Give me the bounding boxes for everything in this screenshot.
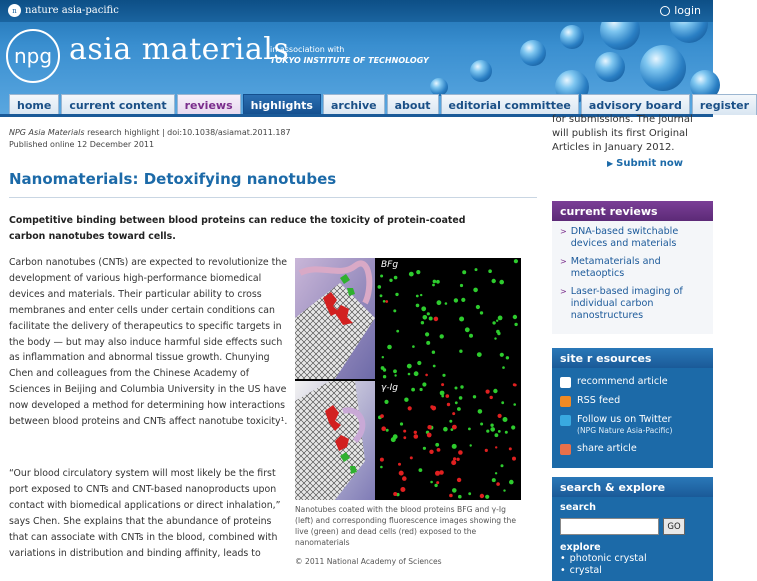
tab-home[interactable]: home — [9, 94, 59, 115]
cell-dot — [427, 425, 431, 429]
figure-caption: Nanotubes coated with the blood proteins BFG and γ-Ig (left) and corresponding fluorescence images showing the live (green) and dead cells (red) exposed to the nanomaterials — [295, 505, 517, 547]
cell-dot — [498, 316, 503, 321]
fluorescence-image-bottom — [377, 381, 521, 500]
cell-dot — [498, 430, 501, 433]
cell-dot — [454, 298, 458, 302]
cell-dot — [443, 427, 448, 432]
rss-feed-label: RSS feed — [577, 395, 621, 406]
cell-dot — [411, 388, 415, 392]
cell-dot — [394, 276, 398, 280]
twitter-sublabel: (NPG Nature Asia-Pacific) — [577, 426, 673, 435]
cell-dot — [412, 345, 415, 348]
cell-dot — [421, 306, 426, 311]
cell-dot — [378, 285, 382, 289]
figure-panel-bfg-model — [295, 258, 375, 379]
figure-panel-bfg-fluorescence — [377, 258, 521, 379]
cell-dot — [461, 298, 465, 302]
cell-dot — [433, 280, 437, 284]
cell-dot — [400, 487, 405, 492]
article-figure[interactable] — [295, 258, 521, 500]
cell-dot — [396, 330, 399, 333]
cell-dot — [449, 494, 453, 498]
search-explore-box — [552, 477, 713, 581]
cell-dot — [380, 414, 384, 418]
cell-dot — [402, 476, 407, 481]
current-reviews-heading: current reviews — [552, 201, 713, 221]
article-standfirst: Competitive binding between blood proteins can reduce the toxicity of protein-coated carbon nanotubes toward cells. — [9, 215, 466, 242]
review-link-label: Metamaterials and metaoptics — [570, 256, 661, 279]
cell-dot — [506, 356, 509, 359]
cell-dot — [445, 302, 448, 305]
cell-dot — [480, 423, 483, 426]
search-row — [560, 518, 707, 535]
tab-archive[interactable]: archive — [323, 94, 385, 115]
tab-about[interactable]: about — [387, 94, 439, 115]
cell-dot — [436, 280, 440, 284]
cell-dot — [380, 275, 383, 278]
recommend-article-link[interactable] — [560, 376, 707, 388]
cell-dot — [417, 361, 421, 365]
recommend-article-label: recommend article — [577, 376, 668, 387]
cell-dot — [398, 463, 401, 466]
cell-dot — [503, 417, 508, 422]
cell-dot — [394, 374, 396, 376]
published-date: Published online 12 December 2011 — [9, 140, 155, 149]
explore-link[interactable] — [560, 553, 707, 565]
cell-dot — [403, 436, 406, 439]
panel-label-bfg: BFg — [381, 260, 399, 270]
cell-dot — [380, 466, 383, 469]
cell-dot — [447, 403, 450, 406]
cell-dot — [459, 317, 464, 322]
explore-label: explore — [560, 542, 601, 553]
cell-dot — [381, 366, 385, 370]
cell-dot — [492, 321, 495, 324]
cell-dot — [468, 492, 471, 495]
cell-dot — [501, 401, 504, 404]
cell-dot — [384, 400, 388, 404]
explore-link[interactable] — [560, 565, 707, 577]
cell-dot — [492, 478, 496, 482]
cell-dot — [470, 444, 472, 446]
cell-dot — [440, 391, 445, 396]
cell-dot — [442, 374, 445, 377]
cell-dot — [414, 431, 417, 434]
login-label: login — [674, 4, 701, 17]
cell-dot — [385, 300, 388, 303]
cell-dot — [393, 492, 397, 496]
cell-dot — [436, 481, 439, 484]
cell-dot — [512, 457, 516, 461]
bullet-icon: • — [560, 553, 566, 564]
cell-dot — [403, 430, 406, 433]
search-label: search — [560, 502, 596, 513]
share-article-label: share article — [577, 443, 637, 454]
submission-notice: for submissions. The journal will publish its first Original Articles in January 2012. — [552, 114, 693, 153]
npg-logo[interactable]: npg — [6, 29, 60, 83]
cell-dot — [498, 414, 502, 418]
search-input[interactable] — [560, 518, 659, 535]
cell-dot — [480, 311, 483, 314]
nature-logo-icon: n — [8, 4, 21, 17]
brand-link[interactable] — [8, 4, 119, 17]
cell-dot — [423, 447, 426, 450]
cell-dot — [490, 427, 495, 432]
current-reviews-list — [552, 221, 713, 334]
twitter-label: Follow us on Twitter — [577, 414, 672, 425]
cell-dot — [476, 305, 480, 309]
association-note — [270, 44, 429, 66]
site-resources-heading: site r esources — [552, 348, 713, 368]
cell-dot — [490, 424, 493, 427]
cell-dot — [495, 446, 497, 448]
review-link[interactable] — [560, 286, 707, 322]
cell-dot — [423, 315, 428, 320]
decor-sphere — [470, 60, 492, 82]
cell-dot — [404, 398, 408, 402]
tab-register[interactable]: register — [692, 94, 757, 115]
cell-dot — [457, 407, 461, 411]
citation-doi: research highlight | doi:10.1038/asiamat.2011.187 — [84, 128, 291, 137]
association-partner: TOKYO INSTITUTE OF TECHNOLOGY — [270, 56, 429, 65]
decor-sphere — [640, 45, 686, 91]
cell-dot — [395, 293, 398, 296]
cell-dot — [486, 430, 489, 433]
cell-dot — [420, 388, 423, 391]
cell-dot — [382, 356, 384, 358]
explore-link-label: crystal — [569, 565, 602, 576]
cell-dot — [451, 460, 456, 465]
cell-dot — [496, 482, 500, 486]
chevron-right-icon: > — [560, 287, 567, 296]
main-nav — [9, 94, 757, 115]
user-icon — [660, 6, 670, 16]
cell-dot — [473, 288, 478, 293]
chevron-right-icon: > — [560, 227, 567, 236]
cell-dot — [383, 375, 386, 378]
cell-dot — [513, 315, 517, 319]
bullet-icon: • — [560, 565, 566, 576]
cell-dot — [429, 317, 433, 321]
cell-dot — [509, 480, 514, 485]
cell-dot — [452, 444, 457, 449]
cell-dot — [410, 456, 413, 459]
recommend-icon — [560, 377, 571, 388]
cell-dot — [386, 429, 389, 432]
cell-dot — [509, 447, 512, 450]
cell-dot — [513, 403, 516, 406]
cell-dot — [495, 472, 497, 474]
cell-dot — [452, 488, 457, 493]
cell-dot — [425, 374, 428, 377]
cell-dot — [393, 369, 397, 373]
article-paragraph: “Our blood circulatory system will most likely be the first port exposed to CNTs and CNT-based nanoproducts upon contact with biomedical applications or direct inhalation,” says Chen. She explains that the abundance of proteins that can associate with CNTs in the blood, combined with variations in distribution and binding affinity, leads to — [9, 468, 281, 559]
search-explore-body — [552, 497, 713, 581]
cell-dot — [480, 494, 484, 498]
cell-dot — [437, 448, 441, 452]
login-link[interactable] — [660, 4, 701, 17]
cell-dot — [430, 481, 433, 484]
cell-dot — [492, 279, 496, 283]
cell-dot — [383, 300, 386, 303]
decor-sphere — [560, 25, 584, 49]
cell-dot — [408, 373, 411, 376]
cell-dot — [416, 304, 420, 308]
cell-dot — [485, 449, 488, 452]
cell-dot — [380, 458, 384, 462]
cell-dot — [514, 259, 518, 263]
twitter-link[interactable] — [560, 414, 707, 436]
cell-dot — [421, 321, 424, 324]
cell-dot — [486, 390, 490, 394]
article-paragraph: Carbon nanotubes (CNTs) are expected to revolutionize the development of various high-performance biomedical devices and materials. Their particular ability to cross membranes and enter cells under certain conditions can facilitate the delivery of therapeutics to specific targets in the body — but may also induce harmful side effects such as inflammation and abnormal tissue growth. Chunying Chen and colleagues from the Chinese Academy of Sciences in Beijing and Columbia University in the US have now developed a method for determining how interactions between blood proteins and CNTs affect nanotube toxicity¹. — [9, 257, 288, 428]
cell-dot — [409, 272, 414, 277]
tab-current-content[interactable]: current content — [61, 94, 174, 115]
figure-copyright: © 2011 National Academy of Sciences — [295, 557, 442, 566]
cell-dot — [416, 295, 419, 298]
cell-dot — [425, 332, 429, 336]
nanotube-igg-illustration — [295, 381, 375, 500]
cell-dot — [432, 351, 435, 354]
cell-dot — [432, 284, 435, 287]
cell-dot — [414, 434, 419, 439]
cell-dot — [478, 409, 483, 414]
article-citation — [9, 127, 339, 151]
current-reviews-box — [552, 201, 713, 334]
tab-reviews[interactable]: reviews — [177, 94, 241, 115]
submit-now-label: Submit now — [616, 158, 683, 169]
cell-dot — [407, 364, 412, 369]
cell-dot — [511, 425, 515, 429]
figure-panel-igg-model — [295, 381, 375, 500]
cell-dot — [453, 457, 456, 460]
tab-editorial-committee[interactable]: editorial committee — [441, 94, 579, 115]
go-button[interactable]: GO — [663, 518, 685, 535]
site-resources-box — [552, 348, 713, 468]
site-resources-list — [552, 368, 713, 468]
twitter-icon — [560, 415, 571, 426]
twitter-text — [577, 414, 672, 436]
cell-dot — [455, 401, 458, 404]
cell-dot — [452, 425, 457, 430]
cell-dot — [494, 337, 496, 339]
cell-dot — [420, 294, 422, 296]
explore-link-label: photonic crystal — [569, 553, 647, 564]
article-title: Nanomaterials: Detoxifying nanotubes — [9, 170, 337, 188]
cell-dot — [440, 334, 444, 338]
cell-dot — [449, 420, 452, 423]
cell-dot — [426, 341, 430, 345]
cell-dot — [488, 269, 492, 273]
cell-dot — [393, 434, 398, 439]
cell-dot — [493, 389, 497, 393]
cell-dot — [439, 470, 444, 475]
site-title[interactable]: asia materials — [69, 32, 290, 67]
association-line: in association with — [270, 45, 345, 54]
cell-dot — [503, 489, 505, 491]
review-link[interactable] — [560, 226, 707, 250]
decor-sphere — [520, 40, 546, 66]
review-link[interactable] — [560, 256, 707, 280]
cell-dot — [429, 450, 433, 454]
cell-dot — [465, 327, 470, 332]
cell-dot — [457, 478, 461, 482]
cell-dot — [477, 352, 482, 357]
cell-dot — [400, 422, 403, 425]
cell-dot — [399, 471, 404, 476]
cell-dot — [393, 309, 396, 312]
figure-panel-igg-fluorescence — [377, 381, 521, 500]
fluorescence-image-top — [377, 258, 521, 379]
search-explore-heading: search & explore — [552, 477, 713, 497]
cell-dot — [416, 270, 420, 274]
cell-dot — [475, 268, 478, 271]
cell-dot — [459, 396, 463, 400]
cell-dot — [458, 450, 463, 455]
cell-dot — [408, 406, 412, 410]
nanotube-bfg-illustration — [295, 258, 375, 379]
cell-dot — [495, 433, 499, 437]
cell-dot — [381, 426, 386, 431]
cell-dot — [434, 317, 439, 322]
share-article-link[interactable] — [560, 443, 707, 455]
submit-now-link[interactable] — [607, 158, 683, 169]
cell-dot — [458, 495, 462, 499]
review-link-label: DNA-based switchable devices and materials — [570, 226, 679, 249]
cell-dot — [433, 365, 436, 368]
cell-dot — [459, 350, 462, 353]
cell-dot — [387, 345, 392, 350]
rss-icon — [560, 396, 571, 407]
tab-highlights[interactable]: highlights — [243, 94, 321, 115]
cell-dot — [427, 312, 430, 315]
journal-name: NPG Asia Materials — [9, 128, 85, 137]
cell-dot — [435, 443, 439, 447]
cell-dot — [455, 387, 458, 390]
cell-dot — [456, 458, 459, 461]
decor-sphere — [595, 52, 625, 82]
cell-dot — [419, 468, 423, 472]
cell-dot — [502, 366, 505, 369]
cell-dot — [435, 471, 440, 476]
cell-dot — [500, 353, 504, 357]
brand-label: nature asia-pacific — [25, 5, 119, 16]
cell-dot — [380, 294, 383, 297]
chevron-right-icon: > — [560, 257, 567, 266]
cell-dot — [497, 332, 500, 335]
cell-dot — [427, 433, 432, 438]
cell-dot — [460, 284, 463, 287]
triangle-right-icon: ▶ — [607, 159, 614, 168]
cell-dot — [441, 383, 444, 386]
cell-dot — [460, 385, 463, 388]
cell-dot — [441, 395, 444, 398]
cell-dot — [389, 279, 392, 282]
cell-dot — [462, 270, 466, 274]
cell-dot — [513, 383, 516, 386]
cell-dot — [505, 431, 508, 434]
cell-dot — [485, 495, 489, 499]
share-icon — [560, 444, 571, 455]
rss-feed-link[interactable] — [560, 395, 707, 407]
cell-dot — [452, 412, 455, 415]
cell-dot — [496, 320, 498, 322]
cell-dot — [431, 406, 436, 411]
cell-dot — [414, 371, 419, 376]
cell-dot — [473, 395, 476, 398]
panel-label-igg: γ-Ig — [381, 383, 398, 393]
cell-dot — [437, 300, 442, 305]
cell-dot — [501, 464, 504, 467]
cell-dot — [490, 396, 493, 399]
cell-dot — [434, 484, 437, 487]
cell-dot — [468, 428, 471, 431]
title-divider — [9, 197, 537, 198]
cell-dot — [422, 382, 426, 386]
tab-advisory-board[interactable]: advisory board — [581, 94, 690, 115]
cell-dot — [499, 280, 504, 285]
review-link-label: Laser-based imaging of individual carbon nanostructures — [570, 286, 683, 321]
cell-dot — [446, 394, 450, 398]
cell-dot — [514, 323, 517, 326]
cell-dot — [469, 334, 473, 338]
top-bar — [0, 0, 713, 22]
